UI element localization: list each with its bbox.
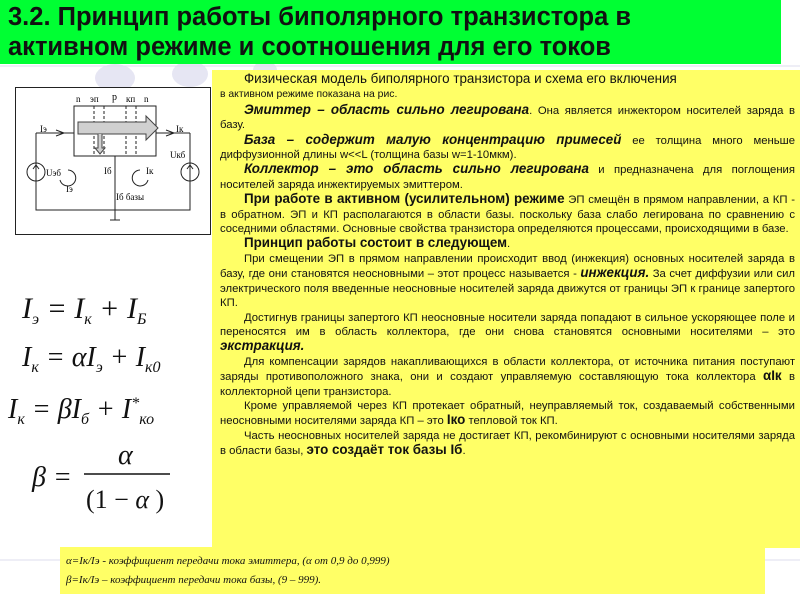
- formula-3: [7, 394, 154, 428]
- title-line-2: активном режиме и соотношения для его токов: [8, 33, 611, 61]
- alpha-definition: α=Iк/Iэ - коэффициент передачи тока эмиттера, (α от 0,9 до 0,999): [66, 555, 390, 567]
- p2-text-a: Эмиттер – область сильно легирована: [244, 101, 530, 117]
- paragraph-11: [220, 429, 795, 459]
- p1-text-a: Физическая модель биполярного транзистора и схема его включения: [244, 71, 677, 86]
- svg-text:β =: β =: [32, 462, 72, 493]
- p5-text-b: ЭП смещён в прямом направлении, а КП - в обратном. ЭП и КП располагаются в области базы. поскольку база слабо легирована по сравнению с соседними областями. Основные свойства транзистора определяются процессами, происходящими в базе.: [220, 194, 795, 236]
- p3-text-b: ее толщина много меньше диффузионной длины w<<L (толщина базы w=1-10мкм).: [220, 134, 795, 162]
- svg-text:α: α: [118, 440, 133, 471]
- formula-1: [21, 292, 147, 328]
- p8-text-a: Достигнув границы запертого КП неосновные носители заряда попадают в сильное ускоряющее поле и переносятся им в область коллектора, где они снова становятся основными носителями – это: [220, 311, 795, 338]
- paragraph-6: [220, 236, 795, 251]
- p7-text-a: При смещении ЭП в прямом направлении происходит ввод (инжекция) основных носителей заряда в базу, где они становятся неосновными – этот процесс называется -: [220, 252, 795, 281]
- p9-text-b: αIк: [762, 368, 782, 384]
- p6-text-b: .: [507, 238, 511, 251]
- diagram-label-ik: Iк: [176, 124, 184, 134]
- p6-text-a: Принцип работы состоит в следующем: [244, 235, 508, 251]
- svg-text:Iэ = Iк + IБ: $I_э = I_к + I_Б$: [22, 292, 147, 328]
- formula-4: [31, 440, 170, 514]
- p8-text-b: экстракция.: [220, 338, 305, 354]
- diagram-label-ie: Iэ: [40, 124, 47, 134]
- p10-text-c: тепловой ток КП.: [465, 415, 558, 428]
- p9-text-c: в коллекторной цепи транзистора.: [220, 371, 795, 398]
- coefficient-definitions: [60, 547, 765, 594]
- explanation-panel: [212, 70, 800, 548]
- p3-text-a: База – содержит малую концентрацию примесей: [244, 131, 622, 147]
- paragraph-1: [220, 72, 795, 103]
- diagram-label-ukb: Uкб: [170, 150, 186, 160]
- formulas-block: [0, 280, 210, 530]
- paragraph-8: [220, 311, 795, 355]
- p4-text-b: и предназначена для поглощения носителей заряда инжектируемых эмиттером.: [220, 164, 795, 191]
- diagram-label-n-left: n: [76, 94, 81, 104]
- formula-2: [21, 342, 161, 376]
- title-line-1: 3.2. Принцип работы биполярного транзистора в: [8, 3, 632, 31]
- paragraph-10: [220, 399, 795, 429]
- diagram-label-ie-bottom: Iэ: [66, 184, 73, 194]
- paragraph-5: [220, 192, 795, 236]
- diagram-label-ib: Iб: [104, 166, 112, 176]
- p2-text-b: . Она является инжектором носителей заряда в базу.: [220, 104, 796, 132]
- diagram-label-p: p: [112, 92, 117, 103]
- svg-text:(1 − α ): (1 − α ): [86, 485, 165, 514]
- paragraph-3: [220, 133, 795, 163]
- diagram-label-ueb: Uэб: [46, 168, 61, 178]
- circuit-drawing: [16, 88, 210, 234]
- paragraph-2: [220, 103, 795, 133]
- p7-text-b: инжекция.: [580, 265, 650, 281]
- p7-text-c: За счет диффузии или сил электрического поля введенные неосновные носителей заряда движутся от границы ЭП к границе запертого КП.: [220, 268, 795, 310]
- diagram-label-n-right: n: [144, 94, 149, 104]
- slide-title: [0, 0, 781, 64]
- svg-text:Iк = βIб + I*ко: $I_к = \beta I_б + I^*_{ко}$: [8, 394, 155, 428]
- paragraph-9: [220, 355, 795, 399]
- p1-text-b: в активном режиме показана на рис.: [220, 89, 398, 101]
- paragraph-7: [220, 252, 795, 311]
- transistor-circuit-diagram: [15, 87, 211, 235]
- diagram-label-ik-bottom: Iк: [146, 166, 154, 176]
- diagram-label-kp: кп: [126, 94, 136, 104]
- diagram-label-ep: эп: [90, 94, 99, 104]
- paragraph-4: [220, 162, 795, 192]
- diagram-label-ib-base: Iб базы: [116, 192, 145, 202]
- p11-text-b: это создаёт ток базы Iб: [306, 442, 463, 458]
- p10-text-b: Iко: [446, 412, 466, 428]
- p4-text-a: Коллектор – это область сильно легирована: [244, 161, 589, 177]
- beta-definition: β=Iк/Iэ – коэффициент передачи тока базы, (9 – 999).: [66, 574, 322, 586]
- p11-text-a: Часть неосновных носителей заряда не достигает КП, рекомбинируют с основными носителями заряда в области базы,: [220, 429, 795, 458]
- p10-text-a: Кроме управляемой через КП протекает обратный, неуправляемый ток, создаваемый собственными неосновными носителями заряда КП – это: [220, 399, 795, 428]
- p11-text-c: .: [462, 445, 466, 458]
- svg-text:Iк = αIэ + Iк0: $I_к = \alpha I_э + I_{к0}$: [22, 342, 161, 376]
- p5-text-a: При работе в активном (усилительном) режиме: [244, 191, 565, 207]
- p9-text-a: Для компенсации зарядов накапливающихся в области коллектора, от источника питания поступают заряды противоположного знака, они и создают управляемую составляющую тока коллектора: [220, 355, 795, 384]
